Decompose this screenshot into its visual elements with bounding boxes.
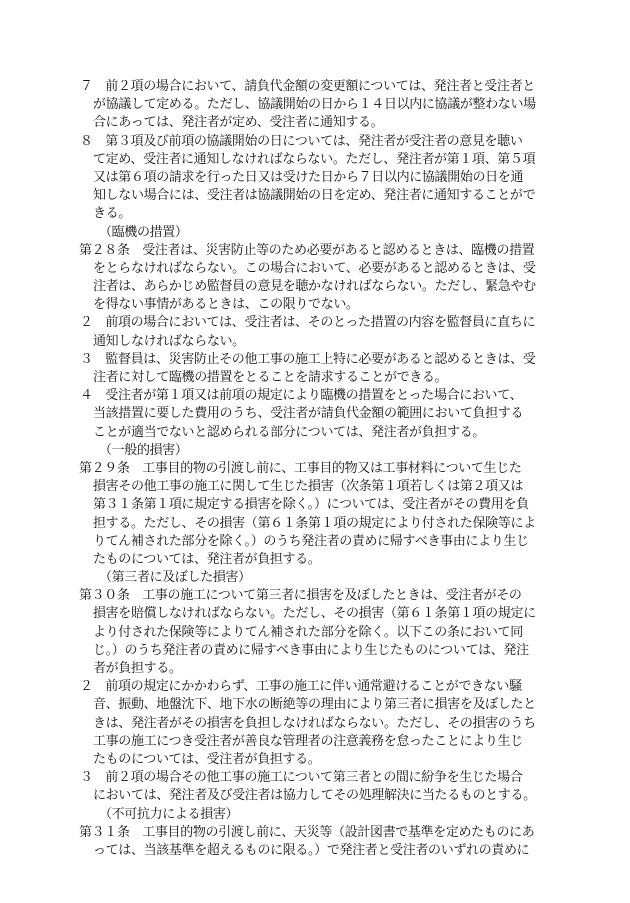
continuation-line: 担する。ただし、その損害（第６１条第１項の規定により付された保険等によ <box>93 515 536 531</box>
article-line: 第２８条 受注者は、災害防止等のため必要があると認めるときは、臨機の措置 <box>79 242 535 258</box>
continuation-line: 者が負担する。 <box>93 661 182 676</box>
continuation-line: 当該措置に要した費用のうち、受注者が請負代金額の範囲において負担する <box>93 406 524 422</box>
continuation-line: 工事の施工につき受注者が善良な管理者の注意義務を怠ったことにより生じ <box>93 733 523 749</box>
section-heading: （不可抗力による損害） <box>99 806 239 822</box>
continuation-line: きは、発注者がその損害を負担しなければならない。ただし、その損害のうち <box>93 715 536 731</box>
continuation-line: きる。 <box>93 206 131 222</box>
continuation-line: たものについては、受注者が負担する。 <box>93 751 321 767</box>
continuation-line: 損害を賠償しなければならない。ただし、その損害（第６１条第１項の規定に <box>93 606 536 622</box>
continuation-line: 知しない場合には、受注者は協議開始の日を定め、発注者に通知することがで <box>93 188 536 204</box>
continuation-line: を得ない事情があるときは、この限りでない。 <box>93 297 359 313</box>
continuation-line: 注者に対して臨機の措置をとることを請求することができる。 <box>93 370 448 385</box>
paragraph-line: ２ 前項の場合においては、受注者は、そのとった措置の内容を監督員に直ちに <box>80 315 536 331</box>
continuation-line: じ。）のうち発注者の責めに帰すべき事由により生じたものについては、発注 <box>93 642 529 658</box>
article-line: 第２９条 工事目的物の引渡し前に、工事目的物又は工事材料について生じた <box>79 460 522 476</box>
article-line: 第３０条 工事の施工について第三者に損害を及ぼしたときは、受注者がその <box>79 588 522 604</box>
continuation-line: をとらなければならない。この場合において、必要があると認めるときは、受 <box>93 260 536 276</box>
section-heading: （第三者に及ぼした損害） <box>99 570 251 586</box>
paragraph-line: ７ 前２項の場合において、請負代金額の変更額については、発注者と受注者と <box>80 79 535 94</box>
continuation-line: ことが適当でないと認められる部分については、発注者が負担する。 <box>93 424 485 440</box>
paragraph-line: ３ 監督員は、災害防止その他工事の施工上特に必要があると認めるときは、受 <box>80 351 536 367</box>
continuation-line: 合にあっては、発注者が定め、受注者に通知する。 <box>93 115 384 131</box>
continuation-line: 損害その他工事の施工に関して生じた損害（次条第１項若しくは第２項又は <box>93 479 524 495</box>
paragraph-line: ４ 受注者が第１項又は前項の規定により臨機の措置をとった場合において、 <box>80 388 523 404</box>
continuation-line: より付された保険等によりてん補された部分を除く。以下この条において同 <box>93 624 523 640</box>
paragraph-line: ８ 第３項及び前項の協議開始の日については、発注者が受注者の意見を聴い <box>80 133 523 149</box>
continuation-line: っては、当該基準を超えるものに限る。）で発注者と受注者のいずれの責めに <box>93 842 530 858</box>
section-heading: （一般的損害） <box>99 442 188 458</box>
continuation-line: 通知しなければならない。 <box>93 333 245 349</box>
document-body <box>80 78 568 860</box>
paragraph-line: ２ 前項の規定にかかわらず、工事の施工に伴い通常避けることができない騒 <box>80 679 522 695</box>
continuation-line: たものについては、発注者が負担する。 <box>93 551 321 567</box>
continuation-line: 又は第６項の請求を行った日又は受けた日から７日以内に協議開始の日を通 <box>93 169 524 185</box>
article-line: 第３１条 工事目的物の引渡し前に、天災等（設計図書で基準を定めたものにあ <box>79 824 535 840</box>
continuation-line: 第３１条第１項に規定する損害を除く。）については、受注者がその費用を負 <box>93 497 529 513</box>
continuation-line: においては、発注者及び受注者は協力してその処理解決に当たるものとする。 <box>93 788 536 804</box>
continuation-line: が協議して定める。ただし、協議開始の日から１４日以内に協議が整わない場 <box>93 97 536 113</box>
section-heading: （臨機の措置） <box>99 224 188 240</box>
paragraph-line: ３ 前２項の場合その他工事の施工について第三者との間に紛争を生じた場合 <box>80 770 523 786</box>
continuation-line: 音、振動、地盤沈下、地下水の断絶等の理由により第三者に損害を及ぼしたと <box>93 697 536 713</box>
continuation-line: りてん補された部分を除く。）のうち発注者の責めに帰すべき事由により生じ <box>93 533 529 549</box>
continuation-line: 注者は、あらかじめ監督員の意見を聴かなければならない。ただし、緊急やむ <box>93 279 536 295</box>
continuation-line: て定め、受注者に通知しなければならない。ただし、発注者が第１項、第５項 <box>93 151 536 167</box>
